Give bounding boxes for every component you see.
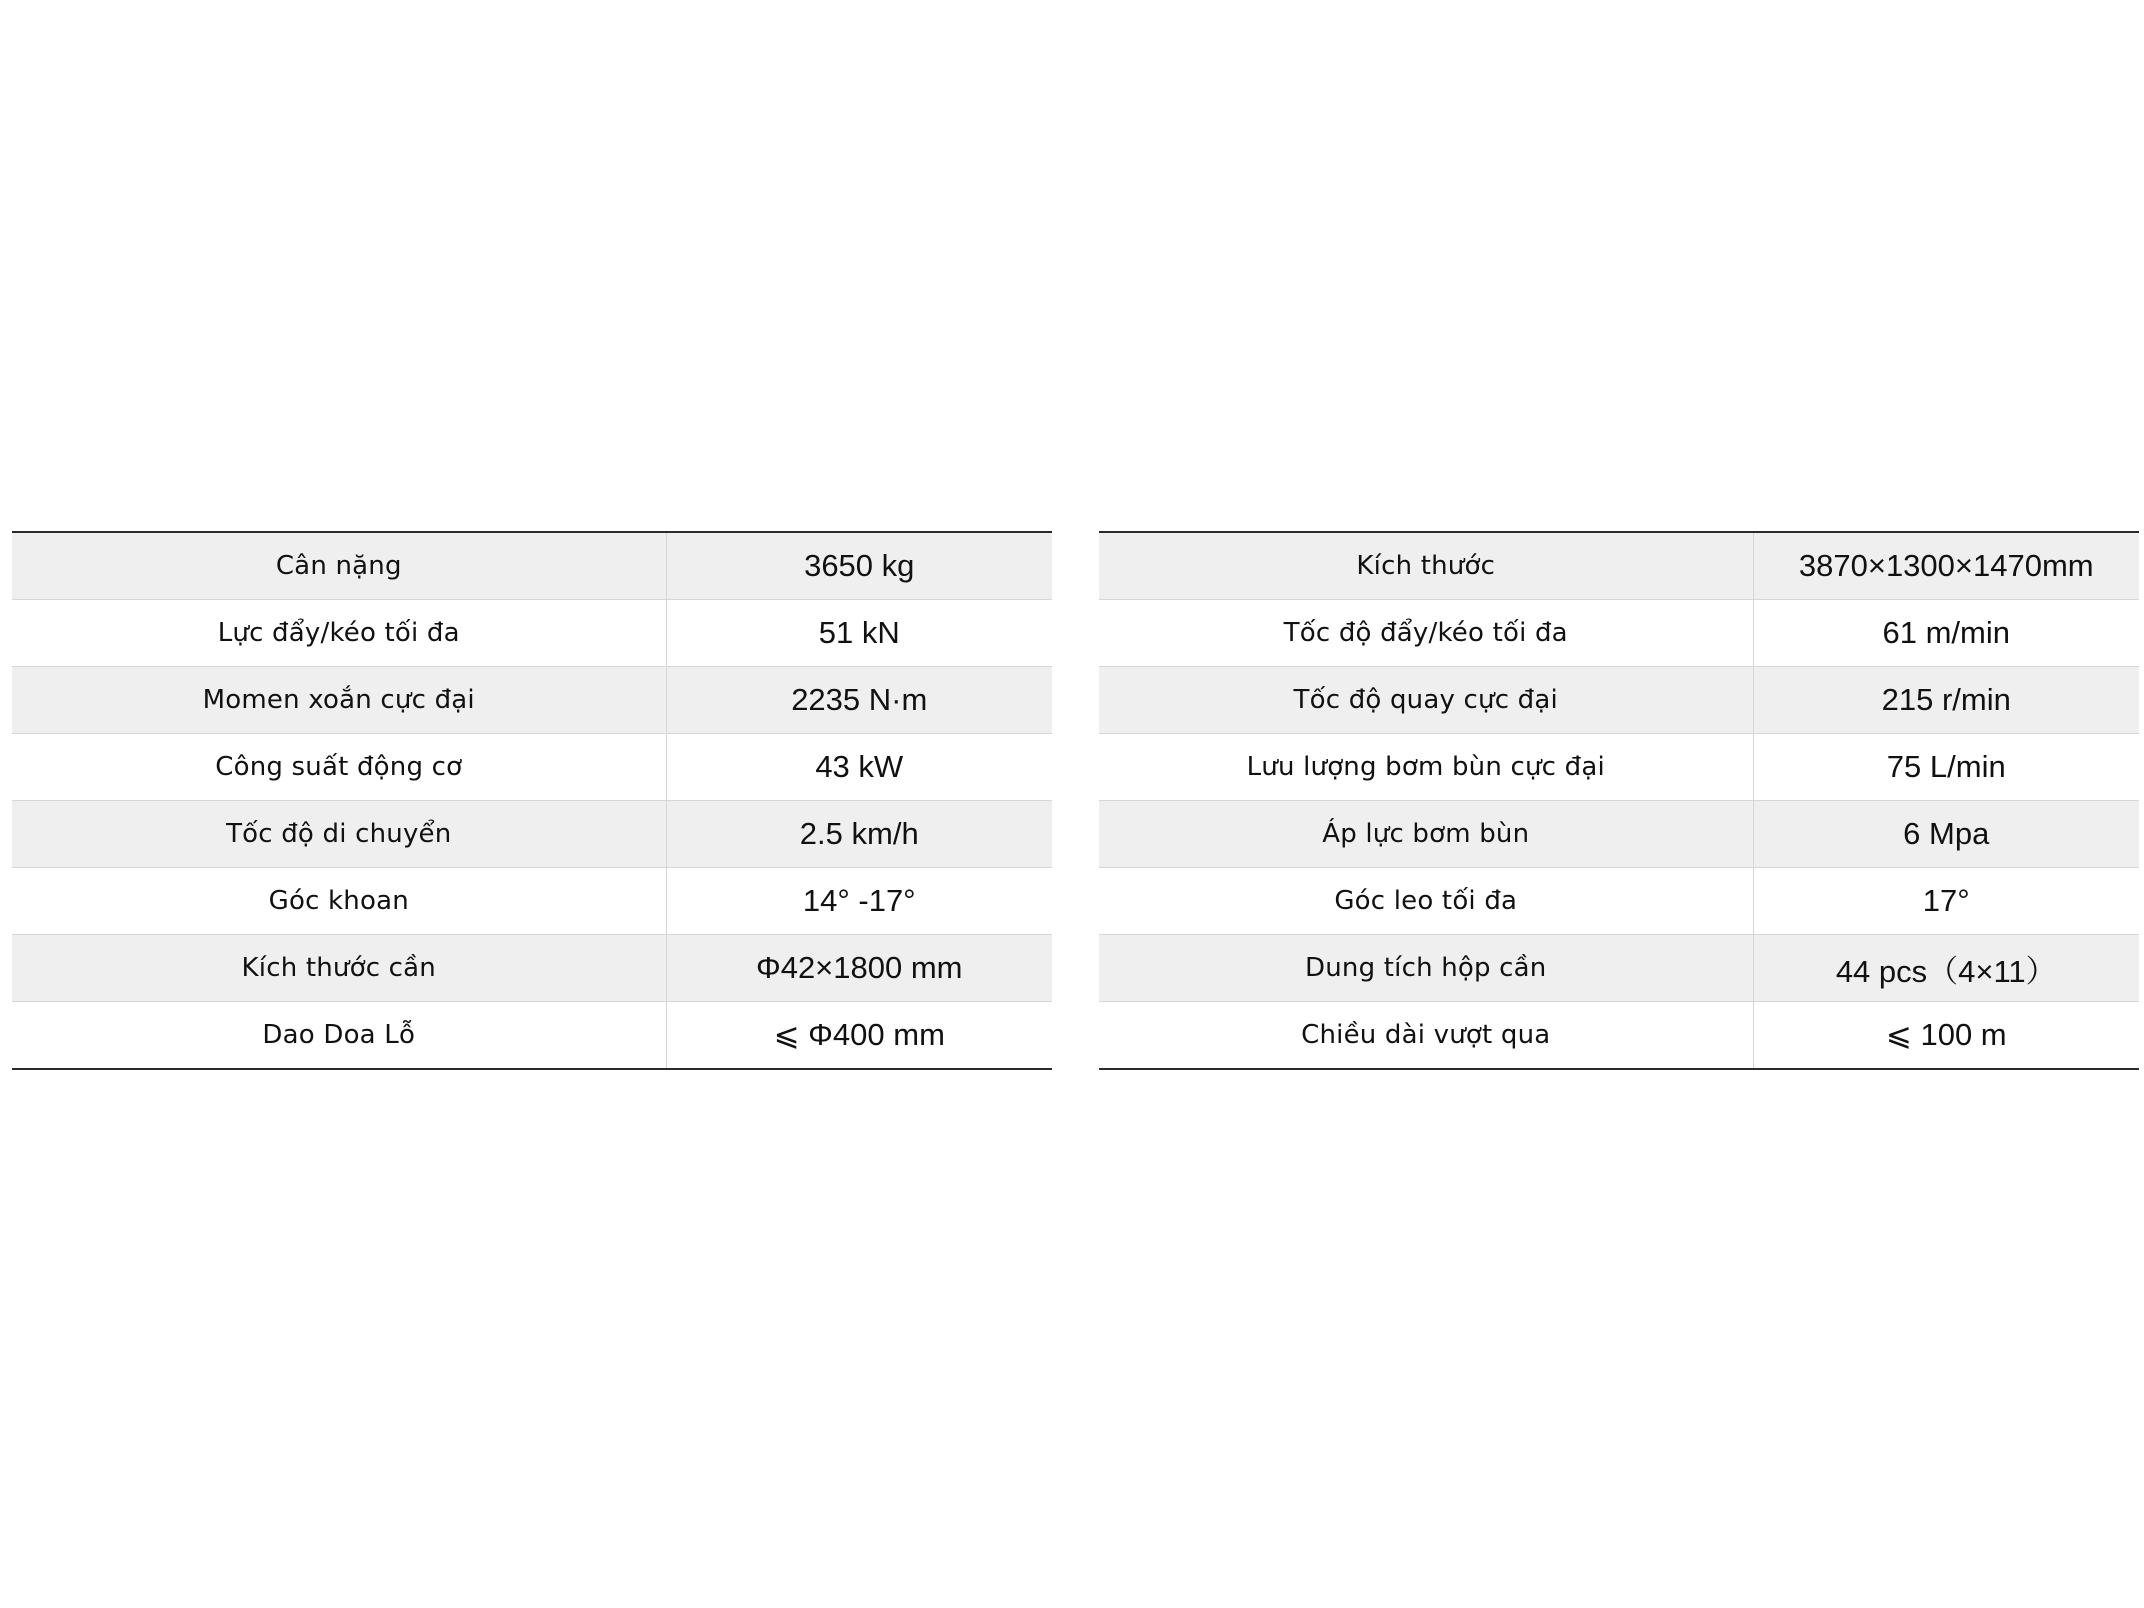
table-row (12, 600, 1052, 667)
spec-table-right (1099, 531, 2139, 1070)
spec-label: Dao Doa Lỗ (12, 1002, 666, 1070)
spec-label: Kích thước cần (12, 935, 666, 1002)
spec-value: 51 kN (666, 600, 1052, 667)
table-row (12, 801, 1052, 868)
spec-value: 44 pcs（4×11） (1753, 935, 2139, 1002)
table-row (1099, 868, 2139, 935)
spec-value: 75 L/min (1753, 734, 2139, 801)
spec-value: 3870×1300×1470mm (1753, 532, 2139, 600)
table-row (1099, 667, 2139, 734)
spec-value: 14° -17° (666, 868, 1052, 935)
spec-label: Momen xoắn cực đại (12, 667, 666, 734)
spec-value: 6 Mpa (1753, 801, 2139, 868)
spec-value: 2235 N·m (666, 667, 1052, 734)
spec-value: 43 kW (666, 734, 1052, 801)
spec-value: 3650 kg (666, 532, 1052, 600)
spec-value: 2.5 km/h (666, 801, 1052, 868)
spec-label: Tốc độ di chuyển (12, 801, 666, 868)
table-row (12, 532, 1052, 600)
table-row (1099, 935, 2139, 1002)
table-row (1099, 734, 2139, 801)
spec-label: Chiều dài vượt qua (1099, 1002, 1753, 1070)
spec-label: Công suất động cơ (12, 734, 666, 801)
table-row (12, 734, 1052, 801)
spec-value: ⩽ 100 m (1753, 1002, 2139, 1070)
table-row (12, 868, 1052, 935)
spec-value: 61 m/min (1753, 600, 2139, 667)
table-row (12, 667, 1052, 734)
table-row (1099, 532, 2139, 600)
spec-label: Lực đẩy/kéo tối đa (12, 600, 666, 667)
spec-label: Dung tích hộp cần (1099, 935, 1753, 1002)
spec-value: Φ42×1800 mm (666, 935, 1052, 1002)
spec-label: Kích thước (1099, 532, 1753, 600)
spec-label: Tốc độ quay cực đại (1099, 667, 1753, 734)
spec-label: Lưu lượng bơm bùn cực đại (1099, 734, 1753, 801)
spec-label: Tốc độ đẩy/kéo tối đa (1099, 600, 1753, 667)
spec-label: Góc leo tối đa (1099, 868, 1753, 935)
spec-label: Góc khoan (12, 868, 666, 935)
spec-value: 215 r/min (1753, 667, 2139, 734)
table-row (1099, 801, 2139, 868)
table-row (12, 1002, 1052, 1070)
spec-label: Cân nặng (12, 532, 666, 600)
table-row (1099, 600, 2139, 667)
spec-table-left (12, 531, 1052, 1070)
spec-label: Áp lực bơm bùn (1099, 801, 1753, 868)
table-row (1099, 1002, 2139, 1070)
spec-value: ⩽ Φ400 mm (666, 1002, 1052, 1070)
spec-value: 17° (1753, 868, 2139, 935)
table-row (12, 935, 1052, 1002)
